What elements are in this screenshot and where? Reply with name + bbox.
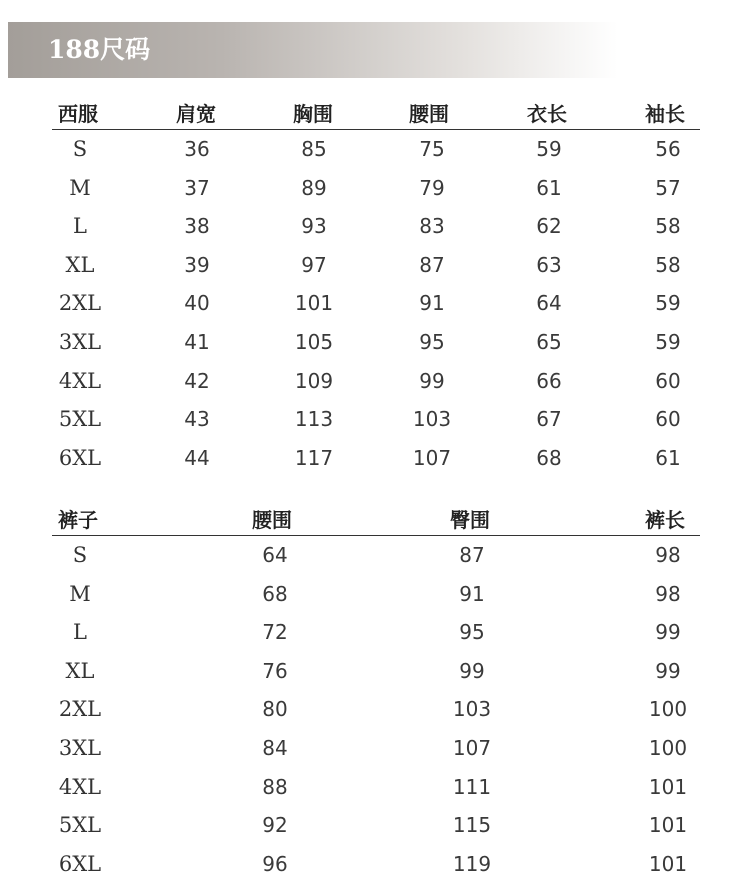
suit-value-cell: 42 <box>184 368 210 393</box>
suit-value-cell: 117 <box>294 445 334 470</box>
suit-table-header <box>52 92 700 130</box>
pants-table-row <box>52 806 700 845</box>
pants-value-cell: 119 <box>452 851 492 876</box>
suit-value-cell: 66 <box>536 368 562 393</box>
suit-value-cell: 63 <box>536 252 562 277</box>
suit-table-row <box>52 169 700 208</box>
suit-value-cell: 37 <box>184 175 210 200</box>
suit-header-cell: 袖长 <box>645 102 685 126</box>
suit-value-cell: 105 <box>294 329 334 354</box>
pants-table-row <box>52 575 700 614</box>
suit-value-cell: 62 <box>536 214 562 239</box>
pants-value-cell: 87 <box>459 543 485 567</box>
suit-size-cell: S <box>72 137 88 161</box>
pants-table-row <box>52 690 700 729</box>
suit-value-cell: 61 <box>536 175 562 200</box>
pants-size-cell: 6XL <box>58 851 102 876</box>
suit-size-cell: 5XL <box>58 407 102 432</box>
suit-header-cell: 西服 <box>58 102 98 126</box>
suit-table-row <box>52 439 700 478</box>
suit-table-row <box>52 130 700 169</box>
suit-value-cell: 58 <box>655 214 681 239</box>
suit-value-cell: 68 <box>536 445 562 470</box>
suit-value-cell: 36 <box>184 137 210 161</box>
suit-value-cell: 59 <box>655 329 681 354</box>
pants-value-cell: 72 <box>262 620 288 645</box>
suit-value-cell: 59 <box>536 137 562 161</box>
pants-value-cell: 101 <box>648 851 688 876</box>
pants-value-cell: 68 <box>262 581 288 606</box>
suit-table-row <box>52 207 700 246</box>
suit-value-cell: 44 <box>184 445 210 470</box>
suit-table-row <box>52 246 700 285</box>
suit-value-cell: 38 <box>184 214 210 239</box>
pants-value-cell: 98 <box>655 581 681 606</box>
suit-value-cell: 58 <box>655 252 681 277</box>
suit-table-row <box>52 362 700 401</box>
pants-value-cell: 100 <box>648 735 688 760</box>
suit-value-cell: 65 <box>536 329 562 354</box>
pants-value-cell: 96 <box>262 851 288 876</box>
suit-size-cell: XL <box>65 252 95 277</box>
suit-value-cell: 89 <box>301 175 327 200</box>
suit-size-cell: L <box>73 214 87 239</box>
suit-value-cell: 109 <box>294 368 334 393</box>
pants-size-cell: 3XL <box>58 735 102 760</box>
pants-size-cell: M <box>69 581 91 606</box>
pants-value-cell: 107 <box>452 735 492 760</box>
suit-value-cell: 75 <box>419 137 445 161</box>
suit-value-cell: 60 <box>655 407 681 432</box>
suit-size-cell: M <box>69 175 91 200</box>
pants-value-cell: 91 <box>459 581 485 606</box>
pants-header-cell: 腰围 <box>252 508 292 532</box>
suit-value-cell: 97 <box>301 252 327 277</box>
pants-table-row <box>52 729 700 768</box>
pants-value-cell: 95 <box>459 620 485 645</box>
suit-value-cell: 79 <box>419 175 445 200</box>
pants-header-cell: 裤长 <box>645 508 685 532</box>
pants-value-cell: 100 <box>648 697 688 722</box>
suit-header-cell: 肩宽 <box>176 102 216 126</box>
suit-value-cell: 93 <box>301 214 327 239</box>
suit-size-cell: 6XL <box>58 445 102 470</box>
pants-value-cell: 99 <box>459 658 485 683</box>
pants-table-row <box>52 652 700 691</box>
suit-header-cell: 腰围 <box>409 102 449 126</box>
pants-size-cell: 4XL <box>58 774 102 799</box>
suit-value-cell: 60 <box>655 368 681 393</box>
suit-value-cell: 56 <box>655 137 681 161</box>
suit-value-cell: 103 <box>412 407 452 432</box>
suit-table-body <box>52 130 700 477</box>
pants-size-table <box>52 498 700 883</box>
suit-value-cell: 107 <box>412 445 452 470</box>
suit-value-cell: 41 <box>184 329 210 354</box>
suit-table-row <box>52 400 700 439</box>
suit-value-cell: 99 <box>419 368 445 393</box>
pants-size-cell: XL <box>65 658 95 683</box>
pants-value-cell: 99 <box>655 620 681 645</box>
suit-value-cell: 67 <box>536 407 562 432</box>
pants-table-header <box>52 498 700 536</box>
suit-value-cell: 40 <box>184 291 210 316</box>
suit-header-cell: 胸围 <box>293 102 333 126</box>
suit-size-table <box>52 92 700 477</box>
suit-size-cell: 3XL <box>58 329 102 354</box>
pants-size-cell: S <box>72 543 88 567</box>
pants-value-cell: 99 <box>655 658 681 683</box>
suit-value-cell: 113 <box>294 407 334 432</box>
suit-value-cell: 57 <box>655 175 681 200</box>
pants-value-cell: 101 <box>648 813 688 838</box>
pants-value-cell: 98 <box>655 543 681 567</box>
pants-header-cell: 臀围 <box>450 508 490 532</box>
suit-value-cell: 87 <box>419 252 445 277</box>
pants-value-cell: 111 <box>452 774 492 799</box>
pants-table-body <box>52 536 700 883</box>
pants-value-cell: 103 <box>452 697 492 722</box>
suit-table-row <box>52 284 700 323</box>
pants-header-cell: 裤子 <box>58 508 98 532</box>
suit-value-cell: 59 <box>655 291 681 316</box>
pants-value-cell: 92 <box>262 813 288 838</box>
suit-value-cell: 95 <box>419 329 445 354</box>
suit-value-cell: 64 <box>536 291 562 316</box>
pants-table-row <box>52 768 700 807</box>
suit-value-cell: 101 <box>294 291 334 316</box>
suit-table-row <box>52 323 700 362</box>
pants-table-row <box>52 536 700 575</box>
suit-value-cell: 83 <box>419 214 445 239</box>
suit-value-cell: 39 <box>184 252 210 277</box>
suit-value-cell: 91 <box>419 291 445 316</box>
suit-size-cell: 2XL <box>58 291 102 316</box>
pants-value-cell: 88 <box>262 774 288 799</box>
suit-value-cell: 85 <box>301 137 327 161</box>
pants-value-cell: 84 <box>262 735 288 760</box>
pants-size-cell: 5XL <box>58 813 102 838</box>
pants-value-cell: 80 <box>262 697 288 722</box>
pants-table-row <box>52 845 700 884</box>
pants-value-cell: 64 <box>262 543 288 567</box>
suit-size-cell: 4XL <box>58 368 102 393</box>
pants-table-row <box>52 613 700 652</box>
pants-size-cell: L <box>73 620 87 645</box>
title-banner <box>8 22 618 78</box>
suit-header-cell: 衣长 <box>527 102 567 126</box>
pants-size-cell: 2XL <box>58 697 102 722</box>
pants-value-cell: 101 <box>648 774 688 799</box>
suit-value-cell: 43 <box>184 407 210 432</box>
suit-value-cell: 61 <box>655 445 681 470</box>
pants-value-cell: 115 <box>452 813 492 838</box>
pants-value-cell: 76 <box>262 658 288 683</box>
banner-title: 188尺码 <box>48 35 151 64</box>
